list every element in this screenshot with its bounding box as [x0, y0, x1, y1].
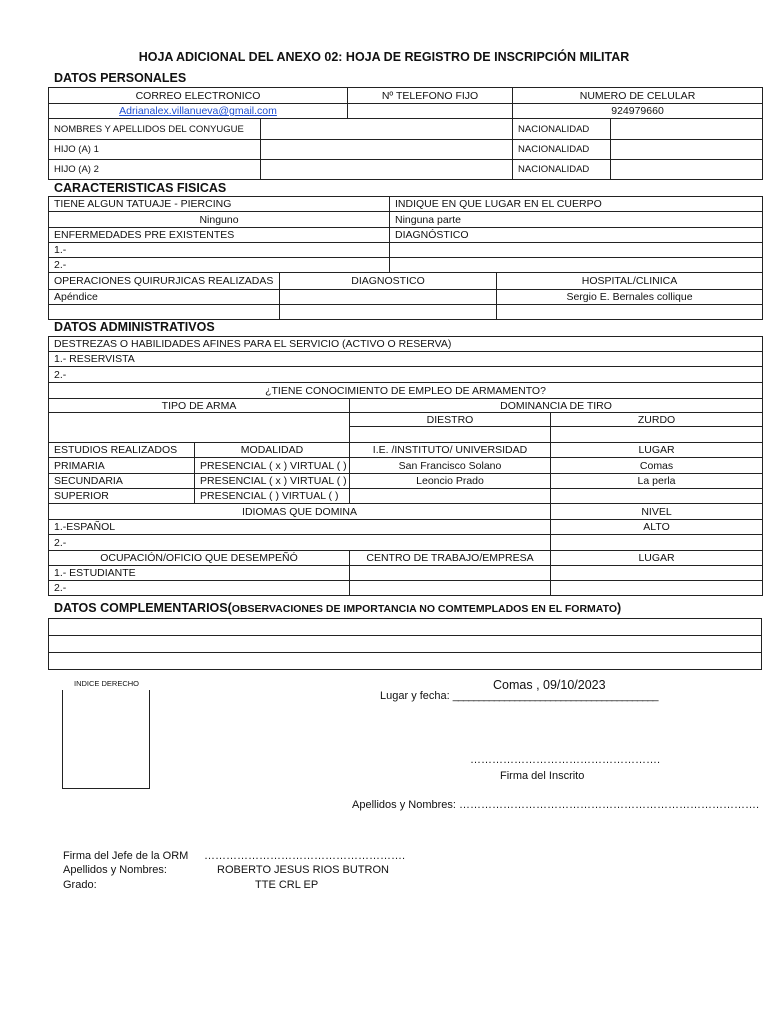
skill-item-1[interactable]: 1.- RESERVISTA [49, 352, 763, 367]
col-email: CORREO ELECTRONICO [49, 88, 348, 104]
diagnosis-label: DIAGNÓSTICO [390, 228, 763, 243]
applicant-names-label: Apellidos y Nombres: [352, 799, 456, 811]
child1-field[interactable] [261, 140, 513, 160]
diagnosis-item-1[interactable] [390, 243, 763, 258]
col-mobile: NUMERO DE CELULAR [513, 88, 763, 104]
chief-name: ROBERTO JESUS RIOS BUTRON [217, 864, 389, 876]
tattoo-value[interactable]: Ninguno [49, 212, 390, 228]
observation-line-2[interactable] [49, 636, 762, 653]
nationality-label: NACIONALIDAD [513, 119, 611, 140]
section-administrativos: DATOS ADMINISTRATIVOS [54, 320, 215, 334]
signature-line: ……………………………………………. [470, 754, 661, 766]
skills-label: DESTREZAS O HABILIDADES AFINES PARA EL SERVICIO (ACTIVO O RESERVA) [49, 337, 763, 352]
left-handed-field[interactable] [551, 427, 763, 443]
chief-signature-label: Firma del Jefe de la ORM [63, 850, 189, 862]
dominance-label: DOMINANCIA DE TIRO [350, 399, 763, 413]
place-label: LUGAR [551, 443, 763, 458]
study-institution[interactable] [350, 489, 551, 504]
location-label: INDIQUE EN QUE LUGAR EN EL CUERPO [390, 197, 763, 212]
rank-label: Grado: [63, 879, 97, 891]
table-administrativos [48, 336, 763, 596]
rank-value: TTE CRL EP [255, 879, 319, 891]
weapon-type-field[interactable] [49, 413, 350, 443]
hospital-label: HOSPITAL/CLINICA [497, 273, 763, 290]
right-handed-field[interactable] [350, 427, 551, 443]
child2-label: HIJO (A) 2 [49, 160, 261, 180]
workplace-label: CENTRO DE TRABAJO/EMPRESA [350, 551, 551, 566]
studies-label: ESTUDIOS REALIZADOS [49, 443, 195, 458]
study-place[interactable]: La perla [551, 474, 763, 489]
nationality-label: NACIONALIDAD [513, 160, 611, 180]
mobile-value[interactable]: 924979660 [513, 104, 763, 119]
child1-label: HIJO (A) 1 [49, 140, 261, 160]
table-complementarios [48, 618, 762, 670]
occupation-place-2[interactable] [551, 581, 763, 596]
surgery-diagnosis-label: DIAGNOSTICO [280, 273, 497, 290]
study-modality[interactable]: PRESENCIAL ( x ) VIRTUAL ( ) [195, 458, 350, 474]
occupation-item-1[interactable]: 1.- ESTUDIANTE [49, 566, 350, 581]
place-date-value[interactable]: Comas , 09/10/2023 [493, 678, 606, 692]
occupation-item-2[interactable]: 2.- [49, 581, 350, 596]
occupation-place-1[interactable] [551, 566, 763, 581]
observation-line-3[interactable] [49, 653, 762, 670]
place-date-field [380, 690, 658, 702]
study-level: SECUNDARIA [49, 474, 195, 489]
nationality-label: NACIONALIDAD [513, 140, 611, 160]
workplace-item-2[interactable] [350, 581, 551, 596]
phone-value[interactable] [348, 104, 513, 119]
child2-nationality-field[interactable] [611, 160, 763, 180]
place-date-line: ________________________________________ [452, 690, 658, 702]
weapons-question: ¿TIENE CONOCIMIENTO DE EMPLEO DE ARMAMENTO? [49, 383, 763, 399]
table-datos-personales [48, 87, 763, 180]
study-level: SUPERIOR [49, 489, 195, 504]
study-place[interactable]: Comas [551, 458, 763, 474]
diagnosis-item-2[interactable] [390, 258, 763, 273]
languages-label: IDIOMAS QUE DOMINA [49, 504, 551, 520]
col-phone: Nº TELEFONO FIJO [348, 88, 513, 104]
table-caracteristicas [48, 196, 763, 320]
weapon-type-label: TIPO DE ARMA [49, 399, 350, 413]
study-modality[interactable]: PRESENCIAL ( ) VIRTUAL ( ) [195, 489, 350, 504]
spouse-field[interactable] [261, 119, 513, 140]
spouse-nationality-field[interactable] [611, 119, 763, 140]
language-level-1[interactable]: ALTO [551, 520, 763, 535]
table-row [49, 458, 763, 474]
occupation-label: OCUPACIÓN/OFICIO QUE DESEMPEÑÓ [49, 551, 350, 566]
section-datos-personales: DATOS PERSONALES [54, 71, 187, 85]
surgery-field-2[interactable] [49, 305, 280, 320]
applicant-names-line: ………………………………………………………………………. [459, 799, 760, 811]
study-level: PRIMARIA [49, 458, 195, 474]
child1-nationality-field[interactable] [611, 140, 763, 160]
language-item-1[interactable]: 1.-ESPAÑOL [49, 520, 551, 535]
chief-signature-line: ………………………………………………. [204, 850, 406, 862]
diseases-label: ENFERMEDADES PRE EXISTENTES [49, 228, 390, 243]
workplace-item-1[interactable] [350, 566, 551, 581]
applicant-names [352, 799, 759, 811]
email-value[interactable]: Adrianalex.villanueva@gmail.com [49, 104, 348, 119]
fingerprint-label: INDICE DERECHO [74, 679, 140, 688]
tattoo-label: TIENE ALGUN TATUAJE - PIERCING [49, 197, 390, 212]
section-complementarios [54, 601, 621, 615]
disease-item-2[interactable]: 2.- [49, 258, 390, 273]
skill-item-2[interactable]: 2.- [49, 367, 763, 383]
surgery-diagnosis-field[interactable] [280, 290, 497, 305]
study-institution[interactable]: Leoncio Prado [350, 474, 551, 489]
table-row [49, 474, 763, 489]
observation-line-1[interactable] [49, 619, 762, 636]
place-date-label: Lugar y fecha: [380, 690, 450, 702]
surgery-diagnosis-field-2[interactable] [280, 305, 497, 320]
modality-label: MODALIDAD [195, 443, 350, 458]
spouse-label: NOMBRES Y APELLIDOS DEL CONYUGUE [49, 119, 261, 140]
disease-item-1[interactable]: 1.- [49, 243, 390, 258]
language-level-2[interactable] [551, 535, 763, 551]
section-caracteristicas: CARACTERISTICAS FISICAS [54, 181, 227, 195]
left-handed-label: ZURDO [551, 413, 763, 427]
study-modality[interactable]: PRESENCIAL ( x ) VIRTUAL ( ) [195, 474, 350, 489]
complementarios-subheading: OBSERVACIONES DE IMPORTANCIA NO COMTEMPLADOS EN EL FORMATO [231, 603, 617, 615]
hospital-value[interactable]: Sergio E. Bernales collique [497, 290, 763, 305]
child2-field[interactable] [261, 160, 513, 180]
hospital-field-2[interactable] [497, 305, 763, 320]
complementarios-heading-close: ) [617, 601, 622, 615]
language-item-2[interactable]: 2.- [49, 535, 551, 551]
surgery-value[interactable]: Apéndice [49, 290, 280, 305]
institution-label: I.E. /INSTITUTO/ UNIVERSIDAD [350, 443, 551, 458]
page-title: HOJA ADICIONAL DEL ANEXO 02: HOJA DE REGISTRO DE INSCRIPCIÓN MILITAR [138, 50, 630, 64]
table-row [49, 489, 763, 504]
complementarios-heading: DATOS COMPLEMENTARIOS( [54, 601, 232, 615]
signature-label: Firma del Inscrito [500, 770, 585, 782]
chief-names-label: Apellidos y Nombres: [63, 864, 167, 876]
occupation-place-label: LUGAR [551, 551, 763, 566]
surgeries-label: OPERACIONES QUIRURJICAS REALIZADAS [49, 273, 280, 290]
fingerprint-box[interactable] [62, 690, 150, 789]
location-value[interactable]: Ninguna parte [390, 212, 763, 228]
study-institution[interactable]: San Francisco Solano [350, 458, 551, 474]
right-handed-label: DIESTRO [350, 413, 551, 427]
language-level-label: NIVEL [551, 504, 763, 520]
study-place[interactable] [551, 489, 763, 504]
